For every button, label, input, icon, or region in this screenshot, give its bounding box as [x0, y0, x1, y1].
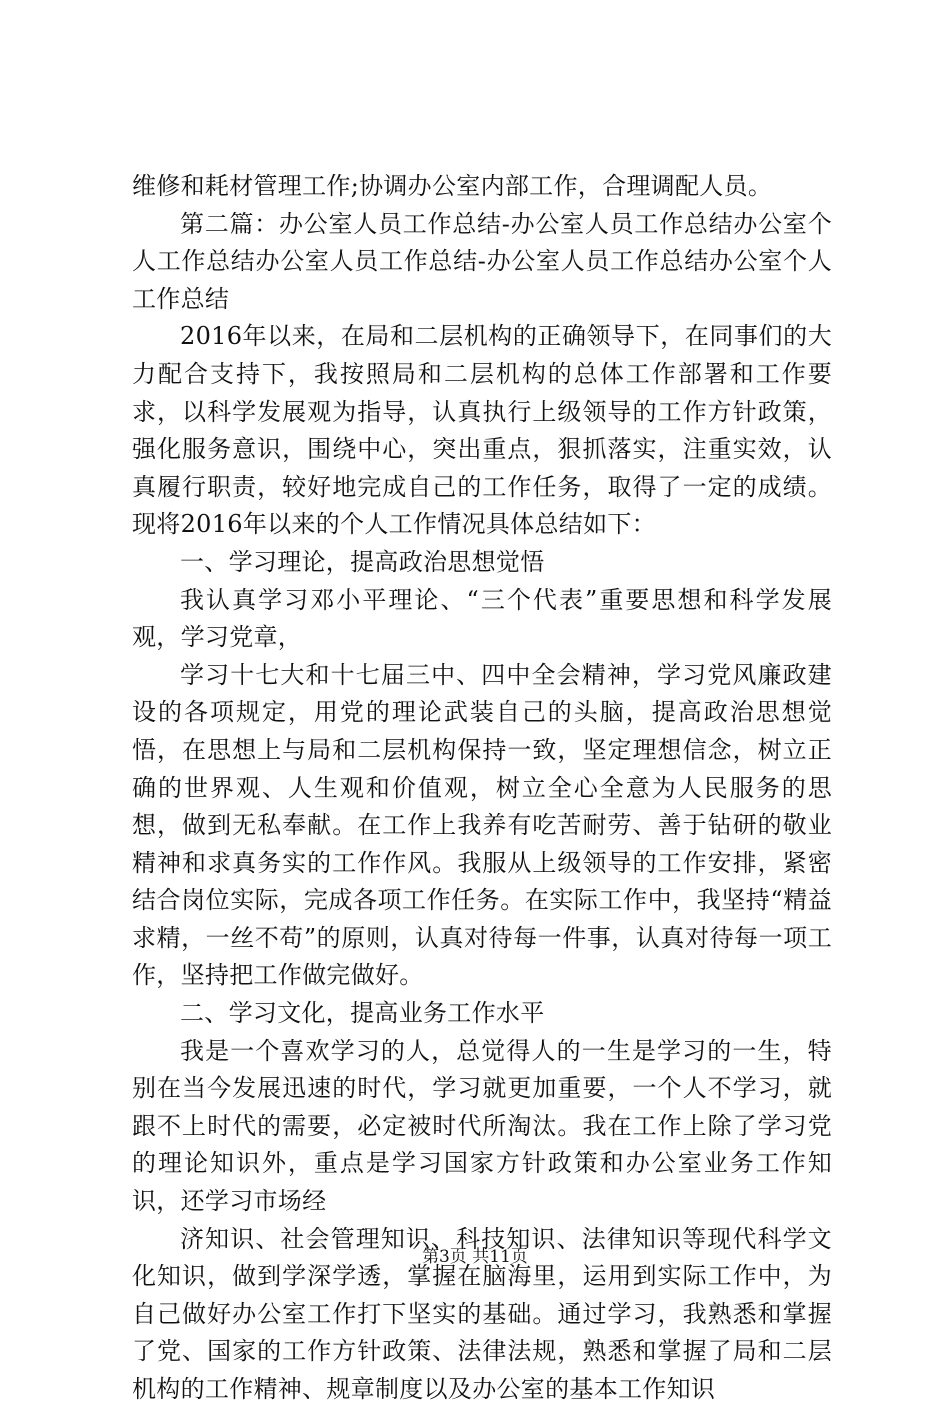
page-number-footer: 第3页 共11页	[422, 1247, 528, 1267]
paragraph-3: 2016年以来，在局和二层机构的正确领导下，在同事们的大力配合支持下，我按照局和二层机构的总体工作部署和工作要求，以科学发展观为指导，认真执行上级领导的工作方针政策，强化服务意识，围绕中心，突出重点，狠抓落实，注重实效，认真履行职责，较好地完成自己的工作任务，取得了一定的成绩。现将2016年以来的个人工作情况具体总结如下：	[132, 322, 832, 539]
paragraph-1: 维修和耗材管理工作;协调办公室内部工作，合理调配人员。	[132, 172, 773, 200]
section-heading-1: 一、学习理论，提高政治思想觉悟	[180, 547, 545, 576]
paragraph-4: 我认真学习邓小平理论、“三个代表”重要思想和科学发展观，学习党章，	[132, 585, 832, 652]
paragraph-7: 济知识、社会管理知识、科技知识、法律知识等现代科学文化知识，做到学深学透，掌握在脑海里，运用到实际工作中，为自己做好办公室工作打下坚实的基础。通过学习，我熟悉和掌握了党、国家的工作方针政策、法律法规，熟悉和掌握了局和二层机构的工作精神、规章制度以及办公室的基本工作知识	[132, 1224, 832, 1403]
paragraph-5: 学习十七大和十七届三中、四中全会精神，学习党风廉政建设的各项规定，用党的理论武装自己的头脑，提高政治思想觉悟，在思想上与局和二层机构保持一致，坚定理想信念，树立正确的世界观、人生观和价值观，树立全心全意为人民服务的思想，做到无私奉献。在工作上我养有吃苦耐劳、善于钻研的敬业精神和求真务实的工作作风。我服从上级领导的工作安排，紧密结合岗位实际，完成各项工作任务。在实际工作中，我坚持“精益求精，一丝不苟”的原则，认真对待每一件事，认真对待每一项工作，坚持把工作做完做好。	[132, 660, 832, 990]
section-heading-2: 二、学习文化，提高业务工作水平	[180, 999, 545, 1028]
document-body	[132, 168, 832, 1409]
paragraph-6: 我是一个喜欢学习的人，总觉得人的一生是学习的一生，特别在当今发展迅速的时代，学习就更加重要，一个人不学习，就跟不上时代的需要，必定被时代所淘汰。我在工作上除了学习党的理论知识外，重点是学习国家方针政策和办公室业务工作知识，还学习市场经	[132, 1036, 832, 1216]
paragraph-2: 第二篇：办公室人员工作总结-办公室人员工作总结办公室个人工作总结办公室人员工作总结-办公室人员工作总结办公室个人工作总结	[132, 209, 832, 313]
